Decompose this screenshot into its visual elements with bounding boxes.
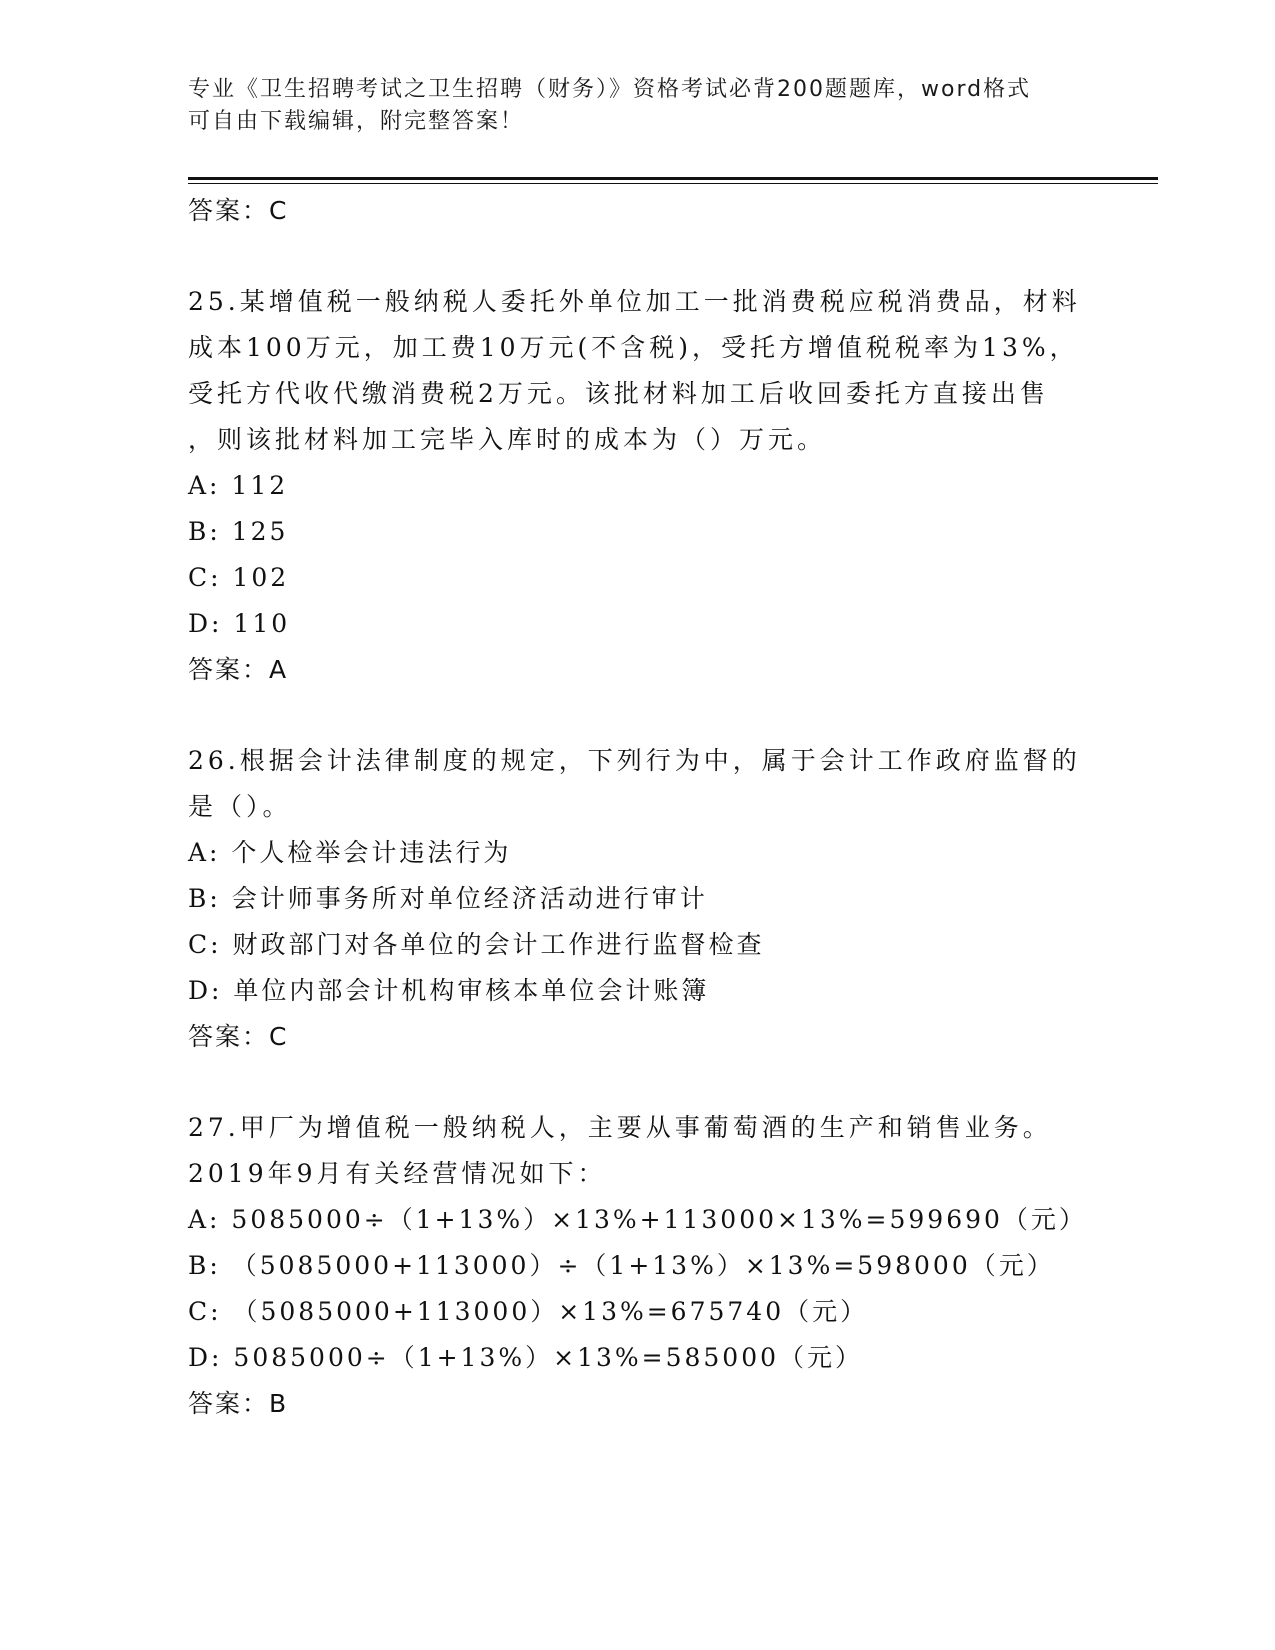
option-c: C: （5085000+113000）×13%=675740（元） bbox=[188, 1297, 869, 1326]
page-header bbox=[188, 74, 1088, 138]
question-text-line: 25.某增值税一般纳税人委托外单位加工一批消费税应税消费品，材料 bbox=[188, 287, 1081, 316]
question-25 bbox=[188, 279, 1148, 693]
header-line-1: 专业《卫生招聘考试之卫生招聘（财务）》资格考试必背200题题库，word格式 bbox=[188, 77, 1032, 102]
question-text-line: 是（）。 bbox=[188, 792, 292, 821]
header-rule bbox=[188, 177, 1158, 180]
question-text-line: 26.根据会计法律制度的规定，下列行为中，属于会计工作政府监督的 bbox=[188, 746, 1081, 775]
question-text-line: 受托方代收代缴消费税2万元。该批材料加工后收回委托方直接出售 bbox=[188, 379, 1049, 408]
option-b: B: （5085000+113000）÷（1+13%）×13%=598000（元） bbox=[188, 1251, 1055, 1280]
question-27 bbox=[188, 1105, 1148, 1427]
answer: 答案：A bbox=[188, 655, 289, 684]
question-text-line: 2019年9月有关经营情况如下： bbox=[188, 1159, 607, 1188]
answer: 答案：B bbox=[188, 1389, 289, 1418]
option-a: A: 5085000÷（1+13%）×13%+113000×13%=599690（元） bbox=[188, 1205, 1087, 1234]
document-body bbox=[188, 188, 1148, 1427]
option-d: D: 110 bbox=[188, 609, 291, 638]
header-rule-thin bbox=[188, 183, 1158, 184]
option-d: D: 单位内部会计机构审核本单位会计账簿 bbox=[188, 976, 710, 1005]
question-text-line: 成本100万元，加工费10万元(不含税)，受托方增值税税率为13%， bbox=[188, 333, 1079, 362]
option-d: D: 5085000÷（1+13%）×13%=585000（元） bbox=[188, 1343, 864, 1372]
option-b: B: 会计师事务所对单位经济活动进行审计 bbox=[188, 884, 708, 913]
option-c: C: 财政部门对各单位的会计工作进行监督检查 bbox=[188, 930, 765, 959]
option-a: A: 112 bbox=[188, 471, 289, 500]
option-a: A: 个人检举会计违法行为 bbox=[188, 838, 512, 867]
answer-prev: 答案：C bbox=[188, 196, 289, 225]
option-b: B: 125 bbox=[188, 517, 289, 546]
answer: 答案：C bbox=[188, 1022, 289, 1051]
question-text-line: 27.甲厂为增值税一般纳税人，主要从事葡萄酒的生产和销售业务。 bbox=[188, 1113, 1052, 1142]
header-line-2: 可自由下载编辑，附完整答案！ bbox=[188, 109, 525, 134]
question-26 bbox=[188, 738, 1148, 1060]
option-c: C: 102 bbox=[188, 563, 290, 592]
question-text-line: ，则该批材料加工完毕入库时的成本为（）万元。 bbox=[188, 425, 827, 454]
